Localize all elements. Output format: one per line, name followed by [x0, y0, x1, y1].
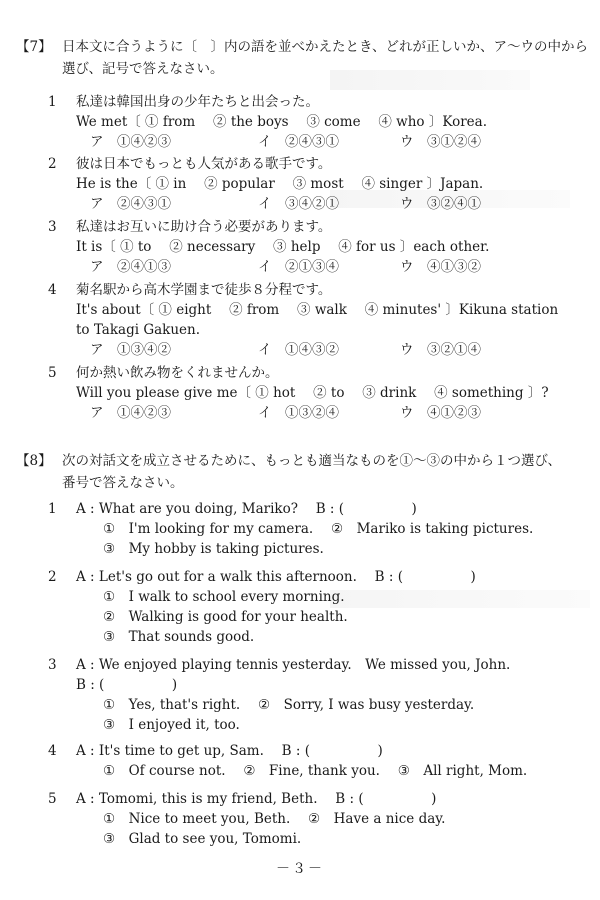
question-number: 5 [48, 791, 57, 807]
dialogue-line-b: B : ( ) [76, 677, 178, 693]
dialogue-line: A : Tomomi, this is my friend, Beth. B : ( ) [76, 791, 437, 807]
answer-options: ① Nice to meet you, Beth. ② Have a nice day. [103, 811, 446, 827]
japanese-sentence: 私達は韓国出身の少年たちと出会った。 [76, 94, 319, 110]
answer-options: ③ Glad to see you, Tomomi. [103, 831, 302, 847]
question-number: 4 [48, 282, 57, 298]
choice-a: ア ①④②③ [90, 134, 171, 150]
choice-i: イ ①④③② [258, 342, 339, 358]
english-scramble: It's about〔 ① eight ② from ③ walk ④ minutes' 〕Kikuna station [76, 302, 559, 318]
answer-options: ② Walking is good for your health. [103, 609, 348, 625]
section-7-header [16, 36, 591, 80]
choice-a: ア ①④②③ [90, 405, 171, 421]
question-number: 1 [48, 94, 57, 110]
english-scramble: We met〔 ① from ② the boys ③ come ④ who 〕Korea. [76, 114, 487, 130]
question-number: 5 [48, 365, 57, 381]
english-scramble: It is〔 ① to ② necessary ③ help ④ for us 〕each other. [76, 239, 490, 255]
japanese-sentence: 何か熱い飲み物をくれませんか。 [76, 365, 279, 381]
section-7-instruction-line2: 選び、記号で答えなさい。 [62, 61, 224, 77]
japanese-sentence: 菊名駅から高木学園まで徒歩８分程です。 [76, 282, 332, 298]
choice-u: ウ ④①②③ [400, 405, 481, 421]
choice-u: ウ ④①③② [400, 259, 481, 275]
answer-options: ③ That sounds good. [103, 629, 255, 645]
answer-options: ① Yes, that's right. ② Sorry, I was busy yesterday. [103, 697, 475, 713]
choice-u: ウ ③②④① [400, 196, 481, 212]
dialogue-line: A : We enjoyed playing tennis yesterday. We missed you, John. [76, 657, 511, 673]
section-8-header [16, 450, 591, 494]
choice-a: ア ②④③① [90, 196, 171, 212]
choice-i: イ ①③②④ [258, 405, 339, 421]
english-scramble: He is the〔 ① in ② popular ③ most ④ singer 〕Japan. [76, 176, 484, 192]
dialogue-line: A : What are you doing, Mariko? B : ( ) [76, 501, 417, 517]
japanese-sentence: 私達はお互いに助け合う必要があります。 [76, 219, 332, 235]
choice-a: ア ②④①③ [90, 259, 171, 275]
japanese-sentence: 彼は日本でもっとも人気がある歌手です。 [76, 156, 332, 172]
answer-options: ① I'm looking for my camera. ② Mariko is taking pictures. [103, 521, 534, 537]
question-number: 2 [48, 569, 57, 585]
answer-options: ① Of course not. ② Fine, thank you. ③ All right, Mom. [103, 763, 528, 779]
choice-a: ア ①③④② [90, 342, 171, 358]
answer-options: ① I walk to school every morning. [103, 589, 345, 605]
section-8-instruction-line1: 次の対話文を成立させるために、もっとも適当なものを①～③の中から１つ選び、 [62, 453, 561, 469]
page-number: －３－ [276, 861, 324, 877]
choice-u: ウ ③②①④ [400, 342, 481, 358]
answer-options: ③ My hobby is taking pictures. [103, 541, 324, 557]
question-number: 3 [48, 657, 57, 673]
english-scramble: Will you please give me〔 ① hot ② to ③ drink ④ something 〕? [76, 385, 549, 401]
section-7-instruction-line1: 日本文に合うように〔 〕内の語を並べかえたとき、どれが正しいか、ア～ウの中から [62, 39, 588, 55]
answer-options: ③ I enjoyed it, too. [103, 717, 240, 733]
section-8-number: 【8】 [16, 453, 52, 469]
section-8-instruction-line2: 番号で答えなさい。 [62, 475, 184, 491]
dialogue-line: A : It's time to get up, Sam. B : ( ) [76, 743, 383, 759]
choice-i: イ ②①③④ [258, 259, 339, 275]
section-7-number: 【7】 [16, 39, 52, 55]
question-number: 1 [48, 501, 57, 517]
dialogue-line: A : Let's go out for a walk this afternoon. B : ( ) [76, 569, 476, 585]
question-number: 4 [48, 743, 57, 759]
bleed-through-shadow [330, 590, 590, 608]
english-scramble-continued: to Takagi Gakuen. [76, 322, 201, 338]
choice-i: イ ②④③① [258, 134, 339, 150]
choice-u: ウ ③①②④ [400, 134, 481, 150]
choice-i: イ ③④②① [258, 196, 339, 212]
question-number: 3 [48, 219, 57, 235]
question-number: 2 [48, 156, 57, 172]
